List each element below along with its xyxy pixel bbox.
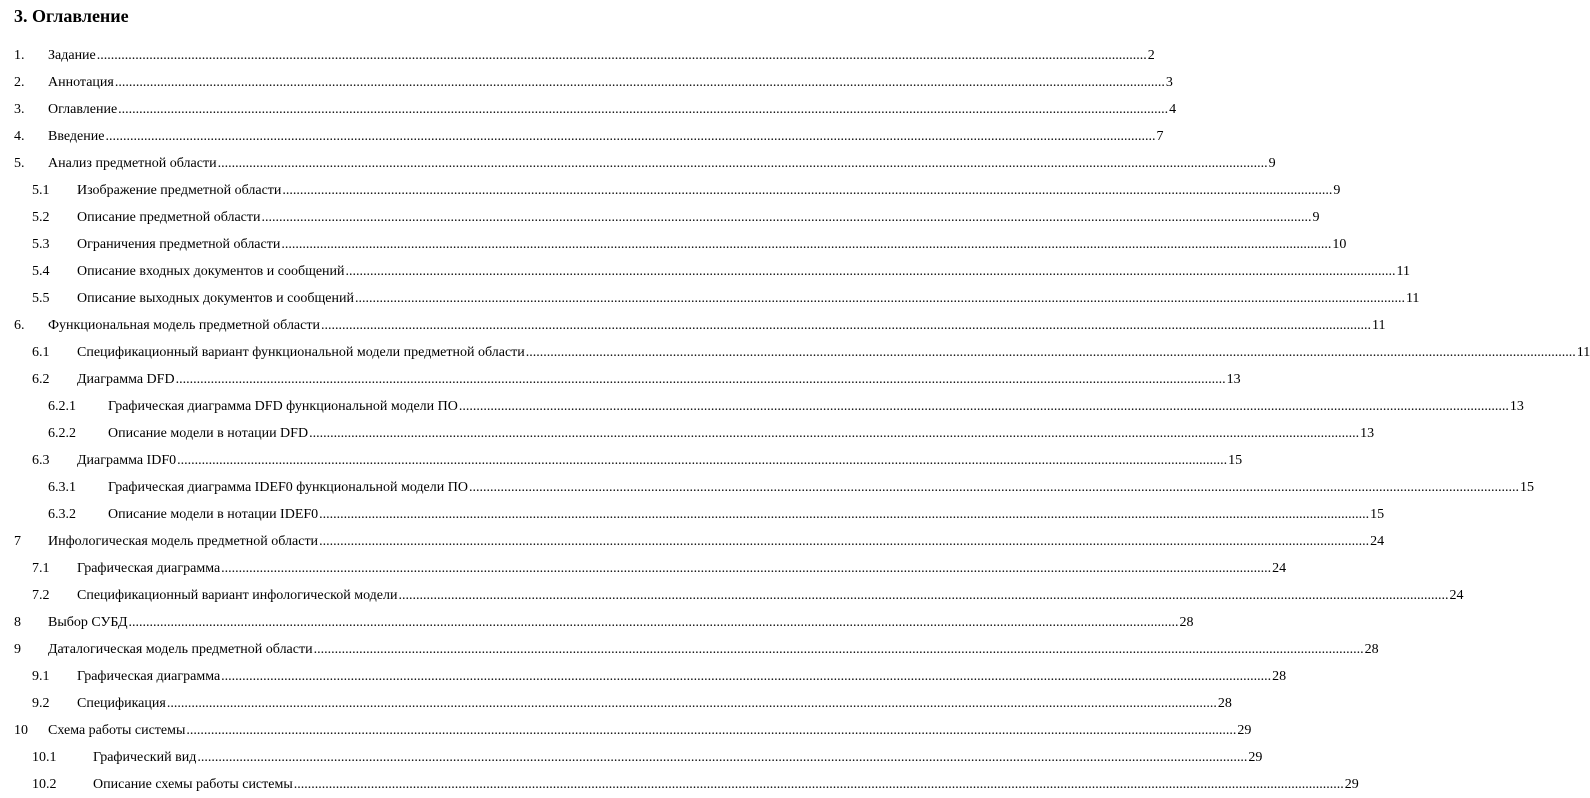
toc-entry-title: Описание модели в нотации IDEF0 <box>108 507 319 522</box>
toc-entry[interactable] <box>0 636 1379 663</box>
toc-entry-title: Описание выходных документов и сообщений <box>77 291 354 306</box>
toc-entry-page-number: 9 <box>1312 210 1320 225</box>
dot-leader: ............................................................................................................................................................................................................................................................................................................ <box>118 102 1169 117</box>
toc-entry-title: Даталогическая модель предметной области <box>48 642 313 657</box>
toc-entry-line <box>77 366 1241 393</box>
toc-entry-page-number: 24 <box>1272 561 1287 576</box>
dot-leader: ............................................................................................................................................................................................................................................................................................................ <box>320 318 1371 333</box>
toc-entry-title: Функциональная модель предметной области <box>48 318 320 333</box>
toc-entry-title: Ограничения предметной области <box>77 237 281 252</box>
toc-entry-page-number: 13 <box>1509 399 1524 414</box>
toc-entry-title: Оглавление <box>48 102 118 117</box>
toc-entry-page-number: 9 <box>1333 183 1341 198</box>
toc-entry-title: Спецификационный вариант функциональной модели предметной области <box>77 345 525 360</box>
toc-entry-page-number: 13 <box>1360 426 1375 441</box>
toc-entry-page-number: 28 <box>1272 669 1287 684</box>
toc-entry[interactable] <box>0 447 1243 474</box>
toc-entry-title: Анализ предметной области <box>48 156 217 171</box>
toc-entry-page-number: 4 <box>1169 102 1177 117</box>
toc-entry-line <box>48 123 1164 150</box>
dot-leader: ............................................................................................................................................................................................................................................................................................................ <box>468 480 1519 495</box>
toc-entry-title: Диаграмма IDF0 <box>77 453 177 468</box>
toc-entry[interactable] <box>0 204 1320 231</box>
toc-entry-line <box>77 690 1232 717</box>
dot-leader: ............................................................................................................................................................................................................................................................................................................ <box>261 210 1312 225</box>
toc-entry-number: 5. <box>14 156 25 171</box>
toc-entry-line <box>48 69 1173 96</box>
toc-entry[interactable] <box>0 231 1347 258</box>
toc-entry[interactable] <box>0 582 1464 609</box>
toc-entry[interactable] <box>0 96 1177 123</box>
dot-leader: ............................................................................................................................................................................................................................................................................................................ <box>282 183 1333 198</box>
toc-entry-line <box>48 150 1276 177</box>
toc-entry-number: 7.2 <box>32 588 50 603</box>
section-heading: 3. Оглавление <box>14 6 129 26</box>
toc-entry-page-number: 28 <box>1179 615 1194 630</box>
toc-entry-number: 5.3 <box>32 237 50 252</box>
toc-entry-line <box>93 771 1359 798</box>
toc-entry-page-number: 11 <box>1576 345 1590 360</box>
toc-entry-number: 6.1 <box>32 345 50 360</box>
toc-entry-title: Схема работы системы <box>48 723 186 738</box>
toc-entry-page-number: 15 <box>1370 507 1385 522</box>
toc-entry[interactable] <box>0 42 1155 69</box>
toc-entry[interactable] <box>0 312 1386 339</box>
toc-entry-line <box>77 258 1411 285</box>
toc-entry-line <box>77 204 1320 231</box>
toc-entry-line <box>48 96 1177 123</box>
toc-entry-line <box>77 555 1287 582</box>
toc-entry[interactable] <box>0 177 1341 204</box>
toc-entry-line <box>48 312 1386 339</box>
toc-entry[interactable] <box>0 609 1194 636</box>
dot-leader: ............................................................................................................................................................................................................................................................................................................ <box>293 777 1344 792</box>
toc-entry-line <box>48 528 1385 555</box>
toc-entry-line <box>48 717 1252 744</box>
toc-entry-title: Введение <box>48 129 105 144</box>
toc-entry-page-number: 29 <box>1344 777 1359 792</box>
toc-entry-number: 3. <box>14 102 25 117</box>
toc-entry-page-number: 11 <box>1405 291 1420 306</box>
toc-entry-page-number: 11 <box>1396 264 1411 279</box>
toc-entry-title: Графическая диаграмма <box>77 669 221 684</box>
toc-entry-line <box>77 447 1243 474</box>
toc-entry-line <box>48 636 1379 663</box>
toc-entry[interactable] <box>0 501 1385 528</box>
toc-entry-page-number: 7 <box>1156 129 1164 144</box>
toc-entry-number: 9.2 <box>32 696 50 711</box>
toc-entry[interactable] <box>0 690 1232 717</box>
toc-entry-number: 1. <box>14 48 25 63</box>
dot-leader: ............................................................................................................................................................................................................................................................................................................ <box>197 750 1248 765</box>
dot-leader: ............................................................................................................................................................................................................................................................................................................ <box>398 588 1449 603</box>
toc-entry-page-number: 2 <box>1147 48 1155 63</box>
toc-entry-number: 6.3.1 <box>48 480 76 495</box>
toc-entry-number: 9 <box>14 642 21 657</box>
dot-leader: ............................................................................................................................................................................................................................................................................................................ <box>166 696 1217 711</box>
toc-entry-number: 10 <box>14 723 28 738</box>
toc-entry-title: Задание <box>48 48 96 63</box>
toc-entry-number: 6. <box>14 318 25 333</box>
toc-entry-page-number: 29 <box>1248 750 1263 765</box>
toc-entry-line <box>93 744 1263 771</box>
dot-leader: ............................................................................................................................................................................................................................................................................................................ <box>114 75 1165 90</box>
toc-entry-title: Спецификационный вариант инфологической модели <box>77 588 398 603</box>
table-of-contents <box>0 42 1590 798</box>
toc-entry[interactable] <box>0 366 1241 393</box>
toc-entry[interactable] <box>0 150 1276 177</box>
toc-entry[interactable] <box>0 663 1287 690</box>
toc-entry-page-number: 15 <box>1228 453 1243 468</box>
toc-entry-page-number: 13 <box>1226 372 1241 387</box>
toc-entry-title: Описание входных документов и сообщений <box>77 264 345 279</box>
dot-leader: ............................................................................................................................................................................................................................................................................................................ <box>319 507 1370 522</box>
toc-entry-title: Инфологическая модель предметной области <box>48 534 319 549</box>
toc-entry[interactable] <box>0 258 1411 285</box>
toc-entry-line <box>77 285 1420 312</box>
toc-entry[interactable] <box>0 744 1263 771</box>
toc-entry-page-number: 24 <box>1370 534 1385 549</box>
dot-leader: ............................................................................................................................................................................................................................................................................................................ <box>345 264 1396 279</box>
toc-entry-line <box>77 177 1341 204</box>
toc-entry-title: Изображение предметной области <box>77 183 282 198</box>
toc-entry-number: 7 <box>14 534 21 549</box>
toc-entry-page-number: 24 <box>1449 588 1464 603</box>
toc-entry-number: 2. <box>14 75 25 90</box>
toc-entry-number: 6.2.1 <box>48 399 76 414</box>
dot-leader: ............................................................................................................................................................................................................................................................................................................ <box>458 399 1509 414</box>
toc-entry-line <box>48 42 1155 69</box>
toc-entry-title: Графический вид <box>93 750 197 765</box>
toc-entry[interactable] <box>0 69 1173 96</box>
dot-leader: ............................................................................................................................................................................................................................................................................................................ <box>186 723 1237 738</box>
toc-entry-title: Описание модели в нотации DFD <box>108 426 309 441</box>
toc-entry-number: 10.1 <box>32 750 57 765</box>
toc-entry[interactable] <box>0 474 1534 501</box>
dot-leader: ............................................................................................................................................................................................................................................................................................................ <box>217 156 1268 171</box>
dot-leader: ............................................................................................................................................................................................................................................................................................................ <box>319 534 1370 549</box>
toc-entry-title: Выбор СУБД <box>48 615 128 630</box>
toc-entry[interactable] <box>0 339 1590 366</box>
toc-entry[interactable] <box>0 555 1287 582</box>
dot-leader: ............................................................................................................................................................................................................................................................................................................ <box>281 237 1332 252</box>
dot-leader: ............................................................................................................................................................................................................................................................................................................ <box>105 129 1156 144</box>
toc-entry-number: 9.1 <box>32 669 50 684</box>
toc-entry-number: 5.1 <box>32 183 50 198</box>
dot-leader: ............................................................................................................................................................................................................................................................................................................ <box>96 48 1147 63</box>
dot-leader: ............................................................................................................................................................................................................................................................................................................ <box>354 291 1405 306</box>
toc-entry-number: 5.4 <box>32 264 50 279</box>
toc-entry-page-number: 3 <box>1165 75 1173 90</box>
toc-entry-line <box>77 231 1347 258</box>
toc-entry-number: 6.3 <box>32 453 50 468</box>
toc-entry-number: 5.5 <box>32 291 50 306</box>
toc-entry-number: 6.3.2 <box>48 507 76 522</box>
toc-entry-title: Диаграмма DFD <box>77 372 175 387</box>
toc-entry-title: Описание схемы работы системы <box>93 777 293 792</box>
toc-entry-number: 6.2 <box>32 372 50 387</box>
dot-leader: ............................................................................................................................................................................................................................................................................................................ <box>525 345 1576 360</box>
toc-entry-line <box>77 582 1464 609</box>
toc-entry[interactable] <box>0 528 1385 555</box>
toc-entry-title: Спецификация <box>77 696 166 711</box>
toc-entry-number: 4. <box>14 129 25 144</box>
dot-leader: ............................................................................................................................................................................................................................................................................................................ <box>128 615 1179 630</box>
toc-entry[interactable] <box>0 285 1420 312</box>
toc-entry-line <box>77 663 1287 690</box>
dot-leader: ............................................................................................................................................................................................................................................................................................................ <box>309 426 1360 441</box>
toc-entry[interactable] <box>0 771 1359 798</box>
toc-entry-number: 6.2.2 <box>48 426 76 441</box>
toc-entry[interactable] <box>0 393 1524 420</box>
toc-entry-title: Описание предметной области <box>77 210 261 225</box>
toc-entry-number: 10.2 <box>32 777 57 792</box>
toc-entry-line <box>48 609 1194 636</box>
toc-entry-line <box>108 474 1534 501</box>
toc-entry-page-number: 29 <box>1237 723 1252 738</box>
toc-entry-number: 7.1 <box>32 561 50 576</box>
toc-entry-page-number: 28 <box>1364 642 1379 657</box>
toc-entry-page-number: 11 <box>1371 318 1386 333</box>
toc-entry-title: Графическая диаграмма DFD функциональной модели ПО <box>108 399 458 414</box>
toc-entry-number: 5.2 <box>32 210 50 225</box>
dot-leader: ............................................................................................................................................................................................................................................................................................................ <box>221 561 1272 576</box>
dot-leader: ............................................................................................................................................................................................................................................................................................................ <box>221 669 1272 684</box>
toc-entry[interactable] <box>0 123 1164 150</box>
dot-leader: ............................................................................................................................................................................................................................................................................................................ <box>313 642 1364 657</box>
toc-entry-page-number: 28 <box>1217 696 1232 711</box>
toc-entry-line <box>108 501 1385 528</box>
toc-entry-line <box>108 420 1375 447</box>
dot-leader: ............................................................................................................................................................................................................................................................................................................ <box>175 372 1226 387</box>
dot-leader: ............................................................................................................................................................................................................................................................................................................ <box>177 453 1228 468</box>
toc-entry-title: Графическая диаграмма <box>77 561 221 576</box>
toc-entry-page-number: 10 <box>1332 237 1347 252</box>
toc-entry-page-number: 9 <box>1268 156 1276 171</box>
toc-entry-number: 8 <box>14 615 21 630</box>
toc-entry-page-number: 15 <box>1519 480 1534 495</box>
toc-entry[interactable] <box>0 717 1252 744</box>
toc-entry[interactable] <box>0 420 1375 447</box>
toc-entry-title: Графическая диаграмма IDEF0 функциональной модели ПО <box>108 480 468 495</box>
toc-entry-line <box>108 393 1524 420</box>
toc-entry-line <box>77 339 1590 366</box>
toc-entry-title: Аннотация <box>48 75 114 90</box>
